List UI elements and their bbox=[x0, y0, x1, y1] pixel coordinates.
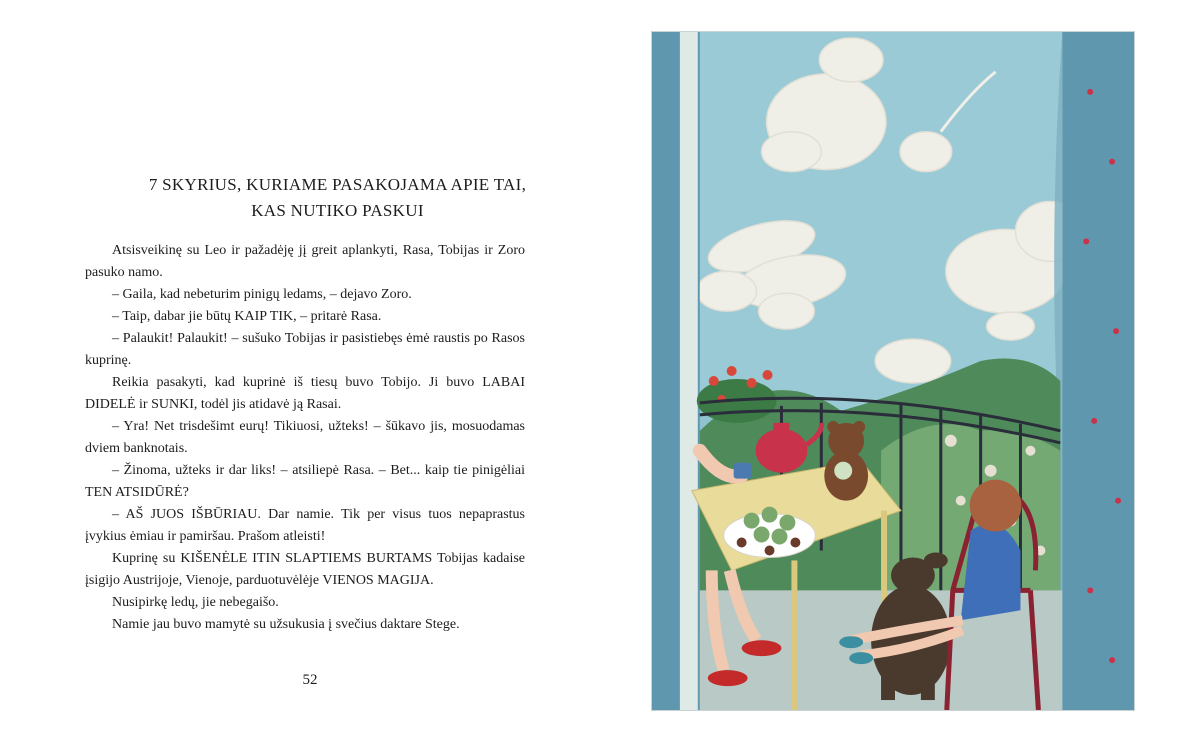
paragraph: Reikia pasakyti, kad kuprinė iš tiesų buvo Tobijo. Ji buvo LABAI DIDELĖ ir SUNKI, todėl jis atidavė ją Rasai. bbox=[85, 375, 525, 412]
paragraph: – Taip, dabar jie būtų KAIP TIK, – pritarė Rasa. bbox=[112, 309, 382, 324]
chapter-body bbox=[85, 240, 525, 636]
paragraph: Namie jau buvo mamytė su užsukusia į svečius daktare Stege. bbox=[112, 617, 460, 632]
chapter-title-line-1: 7 SKYRIUS, KURIAME PASAKOJAMA APIE TAI, bbox=[148, 175, 527, 194]
page-number: 52 bbox=[302, 672, 318, 688]
paragraph: – Žinoma, užteks ir dar liks! – atsiliepė Rasa. – Bet... kaip tie pinigėliai TEN ATSIDŪRĖ? bbox=[85, 463, 525, 500]
teddy-bear bbox=[824, 421, 868, 501]
paragraph: – Palaukit! Palaukit! – sušuko Tobijas ir pasistiebęs ėmė raustis po Rasos kuprinę. bbox=[85, 331, 525, 368]
paragraph: Kuprinę su KIŠENĖLE ITIN SLAPTIEMS BURTAMS Tobijas kadaise įsigijo Austrijoje, Vienoje, parduotuvėlėje VIENOS MAGIJA. bbox=[85, 551, 525, 588]
illustration-artwork bbox=[652, 32, 1134, 710]
paragraph: – AŠ JUOS IŠBŪRIAU. Dar namie. Tik per visus tuos nepaprastus įvykius ėmiau ir pamiršau. Prašom atleisti! bbox=[85, 507, 525, 544]
window-frame-edge bbox=[680, 32, 698, 710]
curtain bbox=[1062, 32, 1134, 710]
paragraph: – Gaila, kad nebeturim pinigų ledams, – dejavo Zoro. bbox=[112, 287, 412, 302]
cup bbox=[734, 463, 752, 479]
paragraph: Atsisveikinę su Leo ir pažadėję jį greit aplankyti, Rasa, Tobijas ir Zoro pasuko namo. bbox=[85, 243, 525, 280]
chapter-title-line-2: KAS NUTIKO PASKUI bbox=[251, 201, 424, 220]
chapter-title bbox=[60, 172, 615, 224]
paragraph: – Yra! Net trisdešimt eurų! Tikiuosi, užteks! – šūkavo jis, mosuodamas dviem banknotais. bbox=[85, 419, 525, 456]
illustration bbox=[651, 31, 1135, 711]
paragraph: Nusipirkę ledų, jie nebegaišo. bbox=[112, 595, 279, 610]
